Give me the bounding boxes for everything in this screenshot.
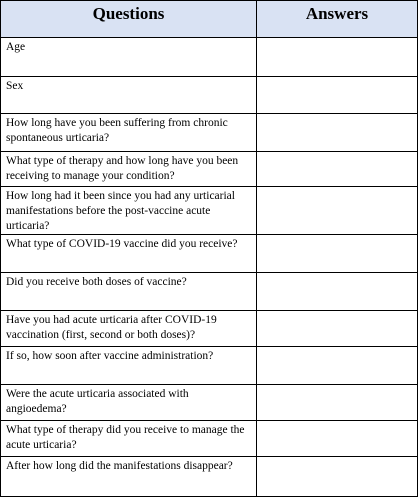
questions-header: Questions xyxy=(1,1,257,38)
answer-cell[interactable] xyxy=(257,385,418,421)
header-row xyxy=(1,1,418,38)
table-row xyxy=(1,273,418,311)
answer-cell[interactable] xyxy=(257,114,418,152)
table-row xyxy=(1,347,418,385)
table-row xyxy=(1,457,418,497)
question-cell: What type of therapy and how long have you been receiving to manage your condition? xyxy=(1,152,257,187)
table-row xyxy=(1,77,418,114)
answer-cell[interactable] xyxy=(257,38,418,77)
table-row xyxy=(1,311,418,347)
question-cell: How long had it been since you had any urticarial manifestations before the post-vaccine acute urticaria? xyxy=(1,187,257,235)
answer-cell[interactable] xyxy=(257,311,418,347)
table-row xyxy=(1,235,418,273)
question-cell: Sex xyxy=(1,77,257,114)
question-cell: Did you receive both doses of vaccine? xyxy=(1,273,257,311)
answer-cell[interactable] xyxy=(257,347,418,385)
question-cell: Have you had acute urticaria after COVID-19 vaccination (first, second or both doses)? xyxy=(1,311,257,347)
answer-cell[interactable] xyxy=(257,187,418,235)
table-row xyxy=(1,421,418,457)
question-cell: Were the acute urticaria associated with angioedema? xyxy=(1,385,257,421)
question-cell: Age xyxy=(1,38,257,77)
question-cell: What type of therapy did you receive to manage the acute urticaria? xyxy=(1,421,257,457)
question-cell: How long have you been suffering from chronic spontaneous urticaria? xyxy=(1,114,257,152)
answer-cell[interactable] xyxy=(257,273,418,311)
answer-cell[interactable] xyxy=(257,457,418,497)
table-row xyxy=(1,114,418,152)
answer-cell[interactable] xyxy=(257,77,418,114)
question-cell: What type of COVID-19 vaccine did you receive? xyxy=(1,235,257,273)
table-row xyxy=(1,38,418,77)
table-row xyxy=(1,187,418,235)
answer-cell[interactable] xyxy=(257,421,418,457)
question-cell: If so, how soon after vaccine administration? xyxy=(1,347,257,385)
table-row xyxy=(1,385,418,421)
table-row xyxy=(1,152,418,187)
answer-cell[interactable] xyxy=(257,235,418,273)
answer-cell[interactable] xyxy=(257,152,418,187)
question-cell: After how long did the manifestations disappear? xyxy=(1,457,257,497)
answers-header: Answers xyxy=(257,1,418,38)
